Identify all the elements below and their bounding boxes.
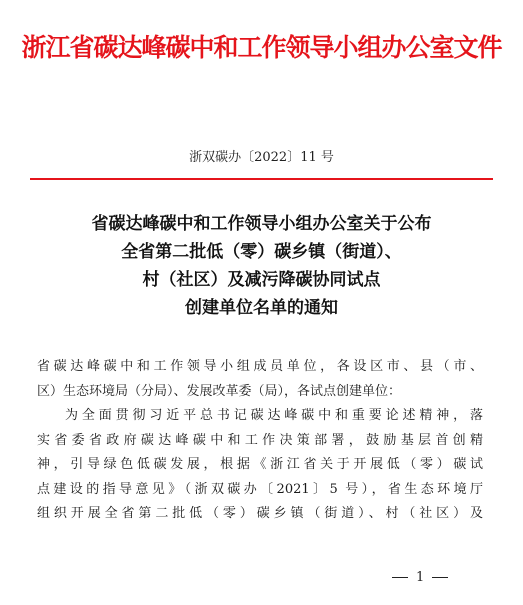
addressee-line: 区）生态环境局（分局）、发展改革委（局），各试点创建单位： [37, 383, 402, 399]
page-number-dash-right [432, 577, 448, 578]
addressee-line: 省碳达峰碳中和工作领导小组成员单位，各设区市、县（市、 [37, 359, 483, 374]
title-line: 创建单位名单的通知 [185, 298, 338, 318]
notice-title [0, 210, 523, 322]
body-line: 组织开展全省第二批低（零）碳乡镇（街道）、村（社区）及 [37, 506, 483, 521]
page-footer [392, 570, 448, 585]
masthead-title: 浙江省碳达峰碳中和工作领导小组办公室文件 [21, 33, 502, 62]
body-line: 点建设的指导意见》（浙双碳办〔2021〕5 号），省生态环境厅 [37, 481, 483, 497]
page-number-dash-left [392, 577, 408, 578]
title-line: 村（社区）及减污降碳协同试点 [142, 270, 381, 290]
body-paragraph [37, 404, 483, 527]
page-number: 1 [416, 570, 425, 585]
addressee-paragraph [37, 355, 483, 404]
red-divider-line [30, 178, 493, 180]
notice-body [37, 355, 483, 527]
body-line: 实省委省政府碳达峰碳中和工作决策部署，鼓励基层首创精 [37, 432, 483, 448]
title-line: 全省第二批低（零）碳乡镇（街道）、 [121, 242, 402, 262]
body-line: 为全面贯彻习近平总书记碳达峰碳中和重要论述精神，落 [65, 408, 483, 423]
body-line: 神，引导绿色低碳发展，根据《浙江省关于开展低（零）碳试 [37, 457, 483, 472]
title-line: 省碳达峰碳中和工作领导小组办公室关于公布 [91, 214, 432, 234]
document-number: 浙双碳办〔2022〕11 号 [189, 150, 334, 165]
